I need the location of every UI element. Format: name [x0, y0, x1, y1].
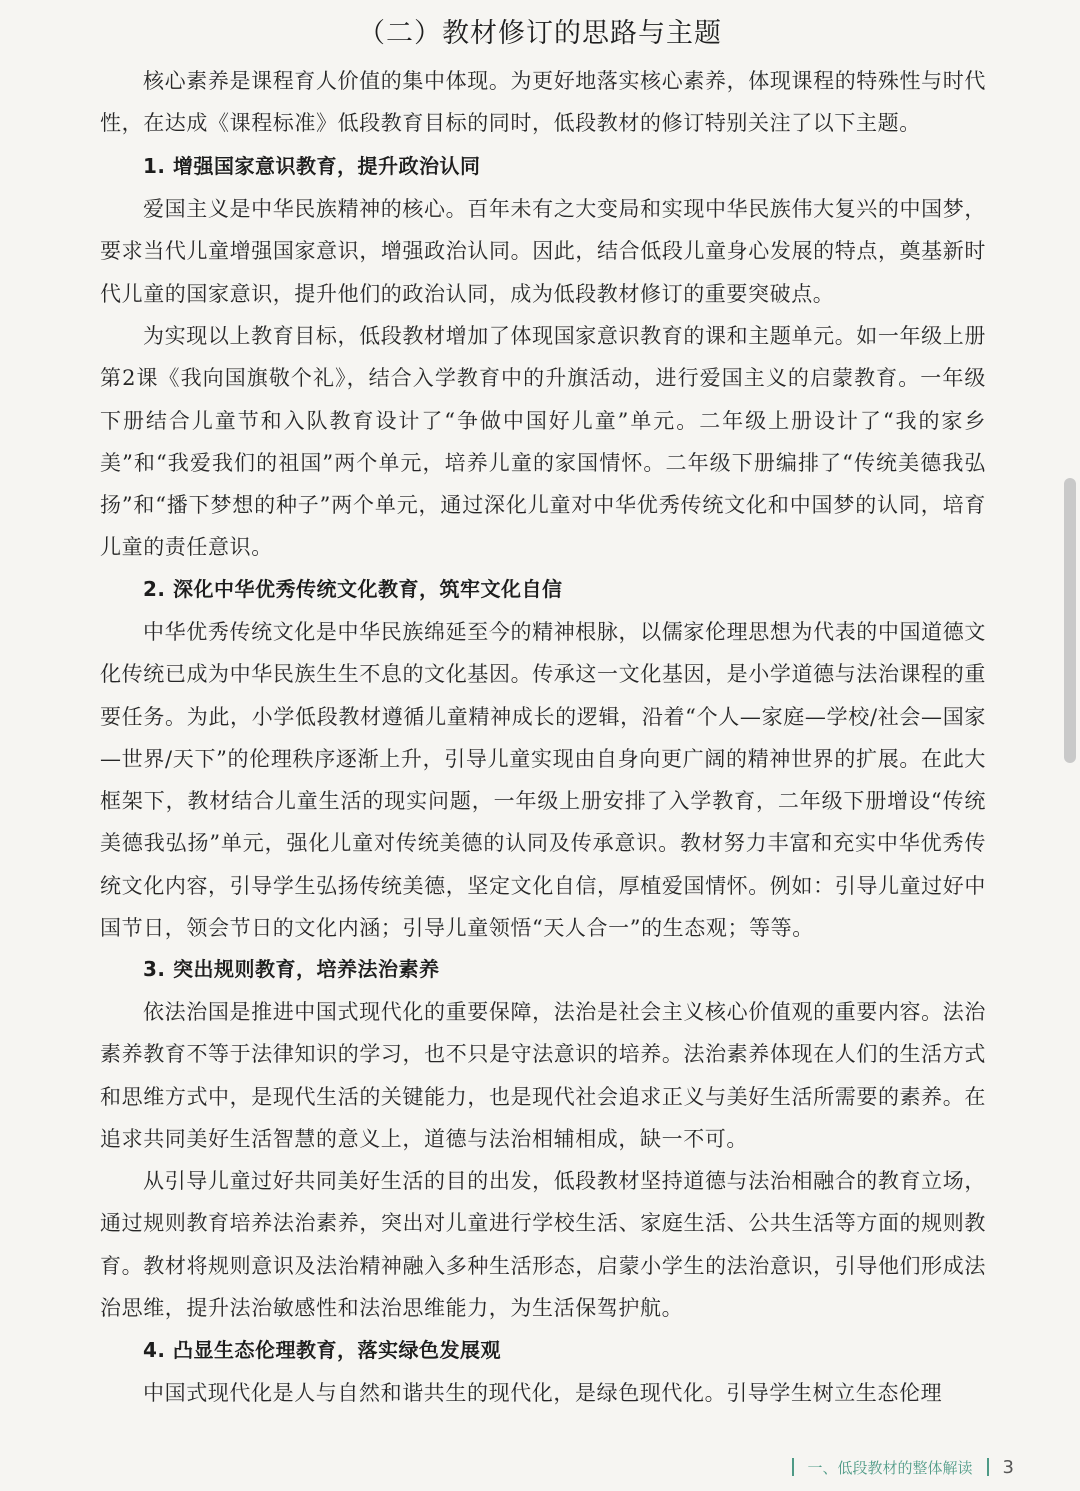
footer-divider — [792, 1458, 794, 1476]
intro-paragraph: 核心素养是课程育人价值的集中体现。为更好地落实核心素养，体现课程的特殊性与时代性，在达成《课程标准》低段教育目标的同时，低段教材的修订特别关注了以下主题。 — [100, 69, 986, 136]
page-footer — [792, 1454, 1014, 1480]
topic-2-heading: 2. 深化中华优秀传统文化教育，筑牢文化自信 — [143, 577, 563, 601]
topic-1-heading: 1. 增强国家意识教育，提升政治认同 — [143, 154, 481, 178]
topic-3-paragraph-2: 从引导儿童过好共同美好生活的目的出发，低段教材坚持道德与法治相融合的教育立场，通过规则教育培养法治素养，突出对儿童进行学校生活、家庭生活、公共生活等方面的规则教育。教材将规则意识及法治精神融入多种生活形态，启蒙小学生的法治意识，引导他们形成法治思维，提升法治敏感性和法治思维能力，为生活保驾护航。 — [100, 1169, 986, 1320]
topic-4-heading: 4. 凸显生态伦理教育，落实绿色发展观 — [143, 1338, 501, 1362]
topic-3-heading: 3. 突出规则教育，培养法治素养 — [143, 957, 440, 981]
footer-divider — [987, 1458, 989, 1476]
topic-1-paragraph-2: 为实现以上教育目标，低段教材增加了体现国家意识教育的课和主题单元。如一年级上册第2课《我向国旗敬个礼》，结合入学教育中的升旗活动，进行爱国主义的启蒙教育。一年级下册结合儿童节和入队教育设计了“争做中国好儿童”单元。二年级上册设计了“我的家乡美”和“我爱我们的祖国”两个单元，培养儿童的家国情怀。二年级下册编排了“传统美德我弘扬”和“播下梦想的种子”两个单元，通过深化儿童对中华优秀传统文化和中国梦的认同，培育儿童的责任意识。 — [100, 324, 986, 560]
topic-1-paragraph-1: 爱国主义是中华民族精神的核心。百年未有之大变局和实现中华民族伟大复兴的中国梦，要求当代儿童增强国家意识，增强政治认同。因此，结合低段儿童身心发展的特点，奠基新时代儿童的国家意识，提升他们的政治认同，成为低段教材修订的重要突破点。 — [100, 197, 986, 306]
scrollbar-thumb[interactable] — [1064, 478, 1076, 763]
topic-4-paragraph-1: 中国式现代化是人与自然和谐共生的现代化，是绿色现代化。引导学生树立生态伦理 — [143, 1381, 943, 1405]
topic-2-paragraph-1: 中华优秀传统文化是中华民族绵延至今的精神根脉，以儒家伦理思想为代表的中国道德文化传统已成为中华民族生生不息的文化基因。传承这一文化基因，是小学道德与法治课程的重要任务。为此，小学低段教材遵循儿童精神成长的逻辑，沿着“个人—家庭—学校/社会—国家—世界/天下”的伦理秩序逐渐上升，引导儿童实现由自身向更广阔的精神世界的扩展。在此大框架下，教材结合儿童生活的现实问题，一年级上册安排了入学教育，二年级下册增设“传统美德我弘扬”单元，强化儿童对传统美德的认同及传承意识。教材努力丰富和充实中华优秀传统文化内容，引导学生弘扬传统美德，坚定文化自信，厚植爱国情怀。例如：引导儿童过好中国节日，领会节日的文化内涵；引导儿童领悟“天人合一”的生态观；等等。 — [100, 620, 986, 941]
running-head: 一、低段教材的整体解读 — [807, 1458, 973, 1477]
page-number: 3 — [1002, 1456, 1014, 1478]
section-title: （二）教材修订的思路与主题 — [358, 18, 722, 49]
topic-3-paragraph-1: 依法治国是推进中国式现代化的重要保障，法治是社会主义核心价值观的重要内容。法治素养教育不等于法律知识的学习，也不只是守法意识的培养。法治素养体现在人们的生活方式和思维方式中，是现代生活的关键能力，也是现代社会追求正义与美好生活所需要的素养。在追求共同美好生活智慧的意义上，道德与法治相辅相成，缺一不可。 — [100, 1000, 986, 1151]
